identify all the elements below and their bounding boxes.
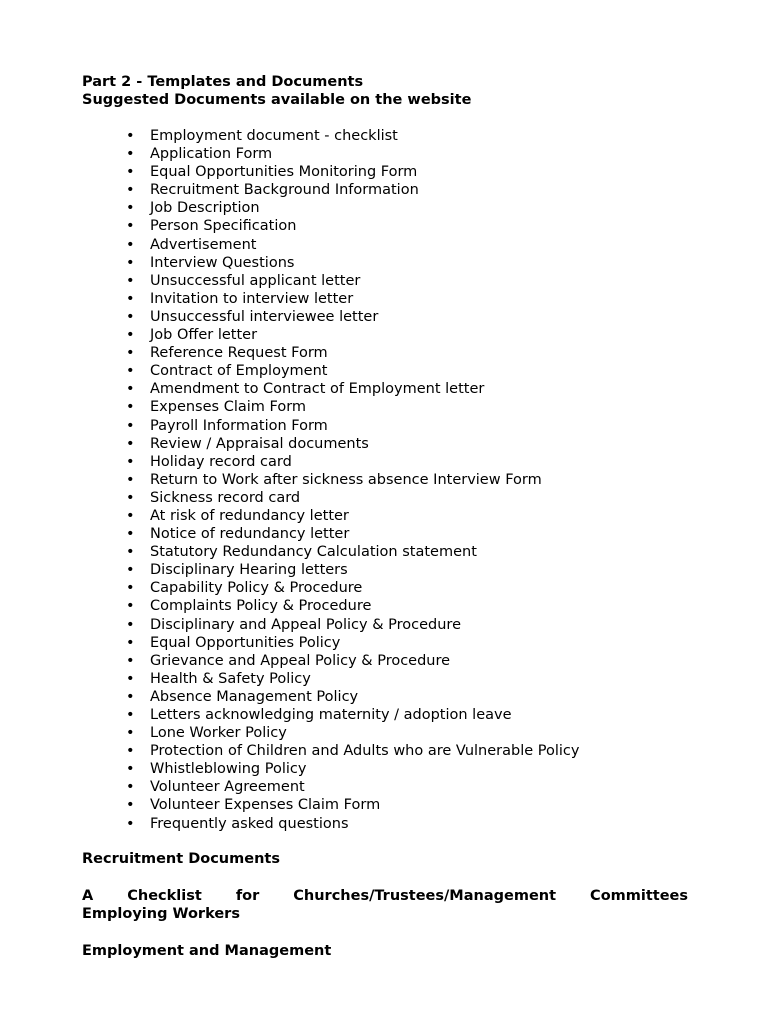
list-item-label: Invitation to interview letter — [150, 290, 354, 307]
checklist-heading-line2: Employing Workers — [82, 905, 240, 922]
bullet-icon: • — [126, 308, 135, 325]
list-item-label: Volunteer Expenses Claim Form — [150, 797, 381, 814]
bullet-icon: • — [126, 688, 135, 705]
bullet-icon: • — [126, 670, 135, 687]
bullet-icon: • — [126, 815, 135, 832]
list-item-label: Equal Opportunities Monitoring Form — [150, 164, 418, 181]
bullet-icon: • — [126, 507, 135, 524]
list-item — [82, 507, 688, 525]
list-item — [82, 326, 688, 344]
list-item — [82, 706, 688, 724]
bullet-icon: • — [126, 200, 135, 217]
bullet-icon: • — [126, 761, 135, 778]
list-item — [82, 760, 688, 778]
list-item — [82, 236, 688, 254]
list-item — [82, 634, 688, 652]
bullet-icon: • — [126, 526, 135, 543]
document-list — [82, 127, 688, 833]
list-item — [82, 815, 688, 833]
bullet-icon: • — [126, 363, 135, 380]
list-item-label: Reference Request Form — [150, 345, 328, 362]
list-item-label: Complaints Policy & Procedure — [150, 598, 372, 615]
document-page — [82, 73, 688, 960]
list-item — [82, 579, 688, 597]
bullet-icon: • — [126, 218, 135, 235]
list-item-label: Review / Appraisal documents — [150, 435, 369, 452]
list-item — [82, 344, 688, 362]
bullet-icon: • — [126, 399, 135, 416]
list-item-label: Disciplinary and Appeal Policy & Procedure — [150, 616, 461, 633]
list-item — [82, 471, 688, 489]
list-item-label: Lone Worker Policy — [150, 725, 287, 742]
bullet-icon: • — [126, 453, 135, 470]
employment-management-heading: Employment and Management — [82, 942, 332, 959]
list-item-label: Recruitment Background Information — [150, 182, 419, 199]
list-item-label: Holiday record card — [150, 453, 292, 470]
list-item-label: Frequently asked questions — [150, 815, 349, 832]
list-item — [82, 398, 688, 416]
bullet-icon: • — [126, 707, 135, 723]
list-item-label: Interview Questions — [150, 254, 295, 271]
recruitment-documents-heading: Recruitment Documents — [82, 850, 280, 867]
list-item-label: Person Specification — [150, 218, 297, 235]
list-item-label: Unsuccessful applicant letter — [150, 272, 361, 289]
list-item — [82, 742, 688, 760]
list-item-label: Unsuccessful interviewee letter — [150, 308, 379, 325]
list-item — [82, 181, 688, 199]
checklist-heading-word: Checklist — [127, 887, 202, 904]
list-item — [82, 362, 688, 380]
page-title: Part 2 - Templates and Documents — [82, 74, 364, 90]
list-item — [82, 688, 688, 706]
list-item-label: Grievance and Appeal Policy & Procedure — [150, 652, 451, 669]
list-item — [82, 145, 688, 163]
list-item-label: Equal Opportunities Policy — [150, 634, 341, 651]
list-item — [82, 616, 688, 634]
checklist-heading-word: A — [82, 887, 94, 904]
list-item — [82, 778, 688, 796]
list-item — [82, 453, 688, 471]
bullet-icon: • — [126, 164, 135, 181]
page-subtitle: Suggested Documents available on the website — [82, 92, 472, 108]
bullet-icon: • — [126, 182, 135, 199]
bullet-icon: • — [126, 236, 135, 253]
list-item-label: Job Offer letter — [150, 327, 258, 344]
bullet-icon: • — [126, 743, 135, 760]
list-item-label: Job Description — [150, 200, 260, 217]
bullet-icon: • — [126, 725, 135, 742]
list-item — [82, 724, 688, 742]
list-item-label: Amendment to Contract of Employment letter — [150, 381, 485, 398]
list-item-label: Whistleblowing Policy — [150, 761, 307, 778]
checklist-heading-word: Churches/Trustees/Management — [293, 887, 557, 904]
list-item-label: Statutory Redundancy Calculation statement — [150, 544, 477, 561]
list-item-label: Protection of Children and Adults who are Vulnerable Policy — [150, 743, 580, 760]
bullet-icon: • — [126, 381, 135, 398]
list-item-label: Payroll Information Form — [150, 417, 328, 434]
list-item-label: Employment document - checklist — [150, 128, 398, 144]
list-item — [82, 380, 688, 398]
bullet-icon: • — [126, 345, 135, 362]
list-item — [82, 525, 688, 543]
bullet-icon: • — [126, 580, 135, 597]
bullet-icon: • — [126, 327, 135, 344]
list-item — [82, 597, 688, 615]
bullet-icon: • — [126, 272, 135, 289]
list-item — [82, 435, 688, 453]
list-item — [82, 543, 688, 561]
bullet-icon: • — [126, 544, 135, 561]
checklist-heading-word: Committees — [590, 887, 688, 904]
checklist-heading — [82, 887, 688, 923]
list-item — [82, 127, 688, 145]
list-item-label: Advertisement — [150, 236, 257, 253]
bullet-icon: • — [126, 634, 135, 651]
list-item — [82, 308, 688, 326]
list-item-label: Absence Management Policy — [150, 688, 359, 705]
list-item — [82, 796, 688, 814]
list-item-label: Disciplinary Hearing letters — [150, 562, 348, 579]
list-item — [82, 670, 688, 688]
list-item — [82, 272, 688, 290]
list-item-label: Capability Policy & Procedure — [150, 580, 363, 597]
bullet-icon: • — [126, 146, 135, 163]
list-item-label: Return to Work after sickness absence Interview Form — [150, 471, 542, 488]
list-item — [82, 163, 688, 181]
list-item-label: Volunteer Agreement — [150, 779, 305, 796]
list-item-label: Contract of Employment — [150, 363, 328, 380]
bullet-icon: • — [126, 779, 135, 796]
bullet-icon: • — [126, 471, 135, 488]
list-item — [82, 417, 688, 435]
list-item — [82, 290, 688, 308]
bullet-icon: • — [126, 652, 135, 669]
list-item — [82, 199, 688, 217]
list-item-label: Letters acknowledging maternity / adoption leave — [150, 707, 512, 723]
bullet-icon: • — [126, 489, 135, 506]
list-item-label: Notice of redundancy letter — [150, 526, 350, 543]
list-item-label: Application Form — [150, 146, 273, 163]
list-item — [82, 254, 688, 272]
list-item-label: Health & Safety Policy — [150, 670, 311, 687]
bullet-icon: • — [126, 562, 135, 579]
bullet-icon: • — [126, 290, 135, 307]
bullet-icon: • — [126, 128, 135, 144]
bullet-icon: • — [126, 417, 135, 434]
bullet-icon: • — [126, 616, 135, 633]
list-item-label: Expenses Claim Form — [150, 399, 307, 416]
list-item — [82, 652, 688, 670]
checklist-heading-word: for — [235, 887, 260, 904]
list-item — [82, 489, 688, 507]
bullet-icon: • — [126, 598, 135, 615]
bullet-icon: • — [126, 435, 135, 452]
list-item — [82, 561, 688, 579]
list-item — [82, 217, 688, 235]
checklist-heading-line1 — [82, 887, 688, 905]
list-item-label: Sickness record card — [150, 489, 301, 506]
list-item-label: At risk of redundancy letter — [150, 507, 349, 524]
bullet-icon: • — [126, 797, 135, 814]
bullet-icon: • — [126, 254, 135, 271]
